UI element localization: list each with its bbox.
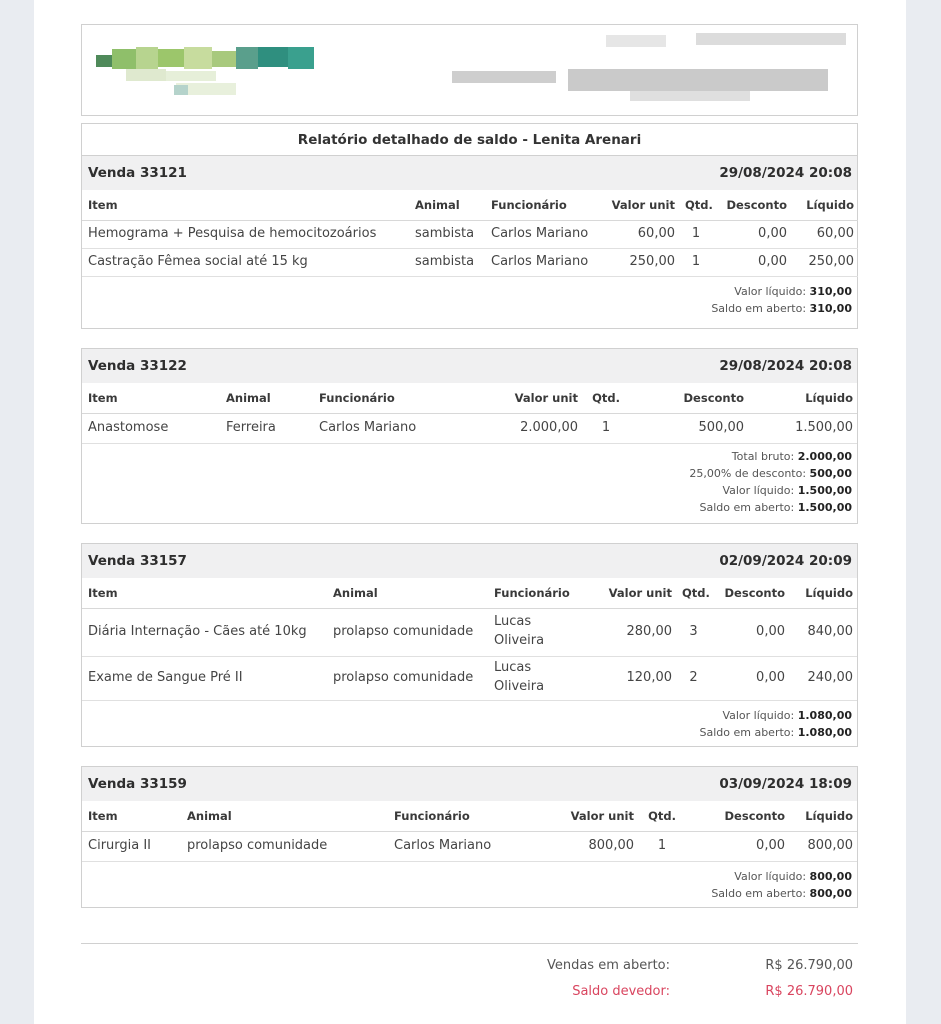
employee-cell: Carlos Mariano [485, 220, 597, 248]
company-logo [96, 47, 314, 97]
debt-balance-total [430, 984, 853, 999]
company-info-redacted [606, 35, 666, 47]
discount-cell: 0,00 [711, 220, 791, 248]
totals-divider [81, 943, 858, 944]
sale-datetime: 29/08/2024 20:08 [719, 165, 852, 181]
column-header: Qtd. [638, 801, 684, 831]
column-header: Qtd. [582, 383, 628, 413]
item-cell: Anastomose [82, 413, 220, 443]
column-header: Líquido [748, 383, 857, 413]
sale-summary [82, 277, 857, 322]
column-header: Valor unit [588, 578, 676, 608]
table-header-row [82, 578, 857, 608]
table-row [82, 656, 857, 700]
discount-cell: 0,00 [684, 831, 789, 861]
net-cell: 800,00 [789, 831, 857, 861]
table-header-row [82, 190, 858, 220]
item-cell: Castração Fêmea social até 15 kg [82, 248, 409, 276]
column-header: Funcionário [313, 383, 463, 413]
table-header-row [82, 801, 857, 831]
sale-number: Venda 33121 [88, 165, 187, 181]
column-header: Animal [181, 801, 388, 831]
sale-number: Venda 33122 [88, 358, 187, 374]
company-info-redacted [452, 71, 556, 83]
sale-block [81, 766, 858, 908]
table-row [82, 831, 857, 861]
column-header: Item [82, 383, 220, 413]
summary-line: Valor líquido: 800,00 [734, 869, 852, 883]
item-cell: Cirurgia II [82, 831, 181, 861]
animal-cell: prolapso comunidade [327, 608, 488, 656]
company-info-redacted [630, 91, 750, 101]
discount-cell: 500,00 [628, 413, 748, 443]
animal-cell: sambista [409, 248, 485, 276]
sale-block [81, 543, 858, 747]
column-header: Animal [409, 190, 485, 220]
summary-line: Saldo em aberto: 310,00 [711, 302, 852, 315]
quantity-cell: 1 [582, 413, 628, 443]
unit-price-cell: 280,00 [588, 608, 676, 656]
employee-cell: Lucas Oliveira [488, 656, 588, 700]
sale-block [81, 348, 858, 524]
table-row [82, 413, 857, 443]
open-sales-value: R$ 26.790,00 [765, 958, 853, 973]
sale-summary [82, 444, 857, 520]
sale-datetime: 03/09/2024 18:09 [719, 776, 852, 792]
discount-cell: 0,00 [709, 656, 789, 700]
sale-items-table [82, 578, 857, 701]
report-title: Relatório detalhado de saldo - Lenita Arenari [81, 123, 858, 155]
net-cell: 60,00 [791, 220, 858, 248]
sale-block [81, 155, 858, 329]
sale-items-table [82, 190, 858, 277]
quantity-cell: 1 [679, 248, 711, 276]
quantity-cell: 1 [638, 831, 684, 861]
employee-cell: Carlos Mariano [313, 413, 463, 443]
column-header: Líquido [789, 801, 857, 831]
sale-header [82, 156, 857, 190]
quantity-cell: 3 [676, 608, 709, 656]
animal-cell: prolapso comunidade [327, 656, 488, 700]
item-cell: Hemograma + Pesquisa de hemocitozoários [82, 220, 409, 248]
column-header: Valor unit [463, 383, 582, 413]
sale-datetime: 02/09/2024 20:09 [719, 553, 852, 569]
open-sales-total [430, 958, 853, 973]
table-header-row [82, 383, 857, 413]
column-header: Desconto [684, 801, 789, 831]
column-header: Líquido [791, 190, 858, 220]
unit-price-cell: 120,00 [588, 656, 676, 700]
company-info-redacted [568, 69, 828, 91]
summary-line: Saldo em aberto: 1.080,00 [699, 726, 852, 739]
debt-balance-label: Saldo devedor: [572, 984, 670, 999]
item-cell: Diária Internação - Cães até 10kg [82, 608, 327, 656]
net-cell: 250,00 [791, 248, 858, 276]
discount-cell: 0,00 [709, 608, 789, 656]
discount-cell: 0,00 [711, 248, 791, 276]
sale-number: Venda 33157 [88, 553, 187, 569]
column-header: Líquido [789, 578, 857, 608]
net-cell: 1.500,00 [748, 413, 857, 443]
sale-datetime: 29/08/2024 20:08 [719, 358, 852, 374]
animal-cell: prolapso comunidade [181, 831, 388, 861]
sale-number: Venda 33159 [88, 776, 187, 792]
column-header: Item [82, 801, 181, 831]
item-cell: Exame de Sangue Pré II [82, 656, 327, 700]
column-header: Funcionário [388, 801, 533, 831]
column-header: Desconto [628, 383, 748, 413]
company-info-redacted [696, 33, 846, 45]
company-header [81, 24, 858, 116]
column-header: Desconto [711, 190, 791, 220]
column-header: Funcionário [485, 190, 597, 220]
sale-items-table [82, 383, 857, 444]
table-row [82, 220, 858, 248]
net-cell: 840,00 [789, 608, 857, 656]
unit-price-cell: 60,00 [597, 220, 679, 248]
sale-items-table [82, 801, 857, 862]
sale-header [82, 349, 857, 383]
employee-cell: Carlos Mariano [485, 248, 597, 276]
animal-cell: Ferreira [220, 413, 313, 443]
animal-cell: sambista [409, 220, 485, 248]
open-sales-label: Vendas em aberto: [546, 958, 670, 973]
column-header: Animal [220, 383, 313, 413]
column-header: Animal [327, 578, 488, 608]
summary-line: Saldo em aberto: 800,00 [711, 887, 852, 900]
column-header: Item [82, 190, 409, 220]
sale-header [82, 767, 857, 801]
net-cell: 240,00 [789, 656, 857, 700]
summary-line: Valor líquido: 1.500,00 [722, 483, 852, 497]
sale-summary [82, 701, 857, 746]
employee-cell: Carlos Mariano [388, 831, 533, 861]
column-header: Valor unit [597, 190, 679, 220]
quantity-cell: 1 [679, 220, 711, 248]
table-row [82, 248, 858, 276]
quantity-cell: 2 [676, 656, 709, 700]
column-header: Funcionário [488, 578, 588, 608]
sale-summary [82, 862, 857, 907]
unit-price-cell: 800,00 [533, 831, 638, 861]
column-header: Item [82, 578, 327, 608]
summary-line: Valor líquido: 310,00 [734, 284, 852, 298]
unit-price-cell: 250,00 [597, 248, 679, 276]
summary-line: Valor líquido: 1.080,00 [722, 708, 852, 722]
debt-balance-value: R$ 26.790,00 [765, 984, 853, 999]
unit-price-cell: 2.000,00 [463, 413, 582, 443]
summary-line: Total bruto: 2.000,00 [731, 449, 852, 463]
employee-cell: Lucas Oliveira [488, 608, 588, 656]
table-row [82, 608, 857, 656]
summary-line: Saldo em aberto: 1.500,00 [699, 500, 852, 514]
column-header: Desconto [709, 578, 789, 608]
column-header: Qtd. [679, 190, 711, 220]
column-header: Valor unit [533, 801, 638, 831]
sale-header [82, 544, 857, 578]
summary-line: 25,00% de desconto: 500,00 [689, 466, 852, 480]
column-header: Qtd. [676, 578, 709, 608]
